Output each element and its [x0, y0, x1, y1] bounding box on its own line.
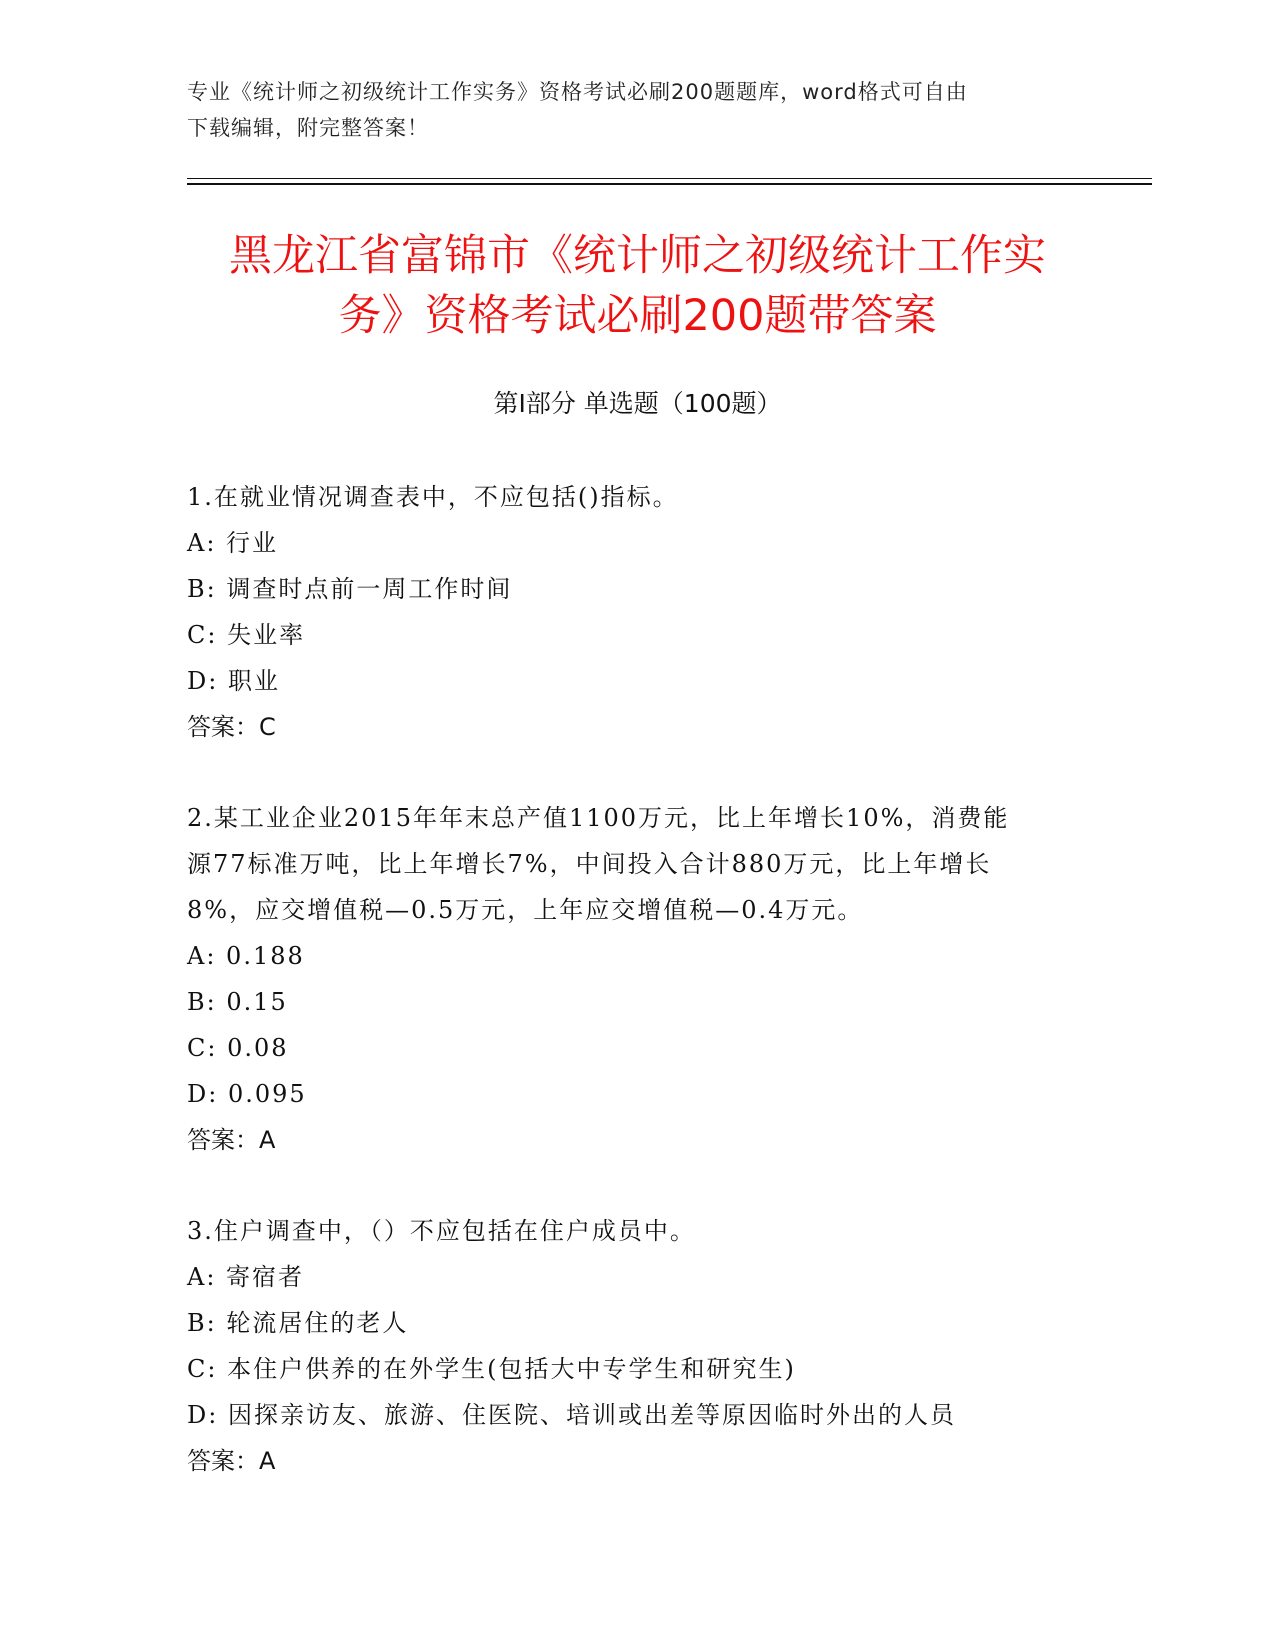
- option-b: B: 0.15: [187, 988, 288, 1016]
- answer: 答案：C: [187, 713, 276, 741]
- option-a: A: 0.188: [187, 942, 305, 970]
- question-stem-line-2: 源77标准万吨，比上年增长7%，中间投入合计880万元，比上年增长: [187, 850, 992, 878]
- question-stem: 1.在就业情况调查表中，不应包括()指标。: [187, 483, 679, 511]
- document-title-line-1: 黑龙江省富锦市《统计师之初级统计工作实: [229, 231, 1046, 281]
- option-a: A: 寄宿者: [187, 1263, 305, 1291]
- option-a: A: 行业: [187, 529, 279, 557]
- option-b: B: 轮流居住的老人: [187, 1309, 409, 1337]
- question-2: [187, 795, 1087, 1163]
- option-c: C: 0.08: [187, 1034, 289, 1062]
- header-divider-thin: [187, 178, 1152, 179]
- header-note-line-2: 下载编辑，附完整答案！: [187, 116, 429, 140]
- option-b: B: 调查时点前一周工作时间: [187, 575, 513, 603]
- document-title: [150, 226, 1125, 346]
- answer: 答案：A: [187, 1447, 276, 1475]
- question-1: [187, 474, 1087, 750]
- question-3: [187, 1208, 1087, 1484]
- question-list: [187, 474, 1087, 1529]
- header-note-line-1: 专业《统计师之初级统计工作实务》资格考试必刷200题题库，word格式可自由: [187, 80, 968, 104]
- document-title-line-2: 务》资格考试必刷200题带答案: [338, 291, 937, 341]
- option-c: C: 本住户供养的在外学生(包括大中专学生和研究生): [187, 1355, 796, 1383]
- question-stem: 3.住户调查中，（）不应包括在住户成员中。: [187, 1217, 696, 1245]
- question-stem-line-1: 2.某工业企业2015年年末总产值1100万元，比上年增长10%，消费能: [187, 804, 1010, 832]
- question-stem-line-3: 8%，应交增值税—0.5万元，上年应交增值税—0.4万元。: [187, 896, 864, 924]
- option-d: D: 因探亲访友、旅游、住医院、培训或出差等原因临时外出的人员: [187, 1401, 956, 1429]
- section-title: 第Ⅰ部分 单选题（100题）: [493, 389, 782, 418]
- option-d: D: 职业: [187, 667, 280, 695]
- answer: 答案：A: [187, 1126, 276, 1154]
- header-divider-thick: [187, 183, 1152, 185]
- option-c: C: 失业率: [187, 621, 306, 649]
- option-d: D: 0.095: [187, 1080, 307, 1108]
- header-note: [187, 74, 1087, 146]
